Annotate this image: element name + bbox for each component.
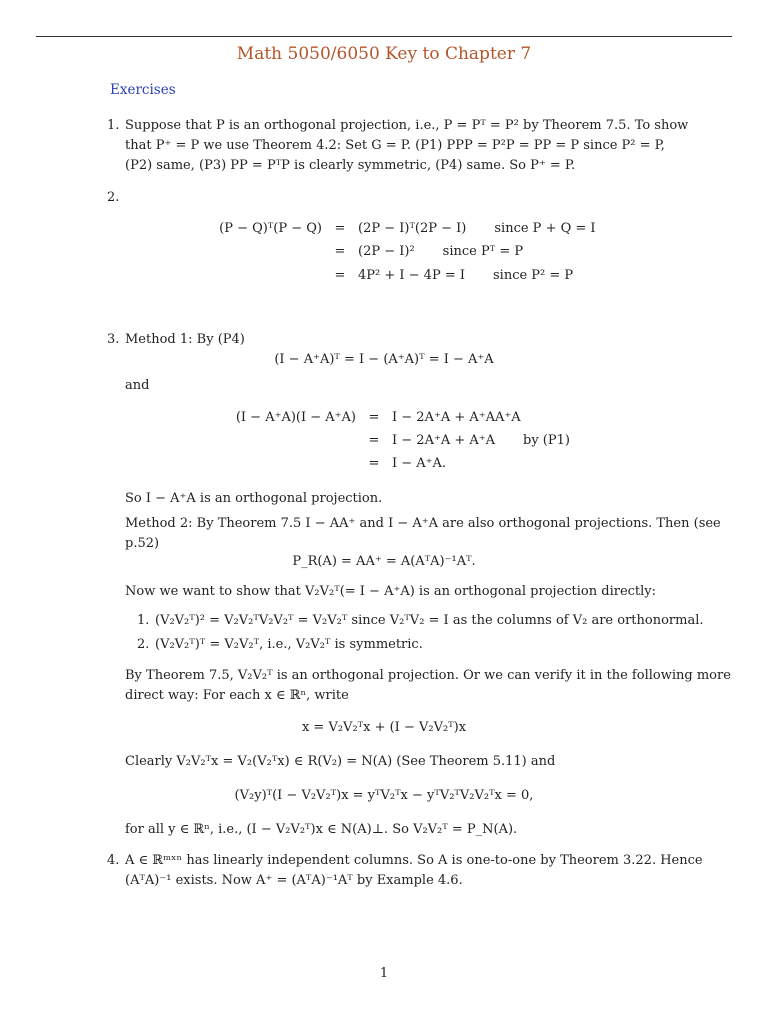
page-title: Math 5050/6050 Key to Chapter 7	[236, 44, 532, 64]
item-3-eq-1: (I − A⁺A)ᵀ = I − (A⁺A)ᵀ = I − A⁺A	[274, 352, 494, 367]
for-all-statement: for all y ∈ ℝⁿ, i.e., (I − V₂V₂ᵀ)x ∈ N(A)⊥. So V₂V₂ᵀ = P_N(A).	[125, 822, 518, 837]
item-1-number: 1.	[107, 118, 120, 133]
item-1-line-2: that P⁺ = P we use Theorem 4.2: Set G = P. (P1) PPP = P²P = PP = P since P² = P,	[125, 138, 665, 153]
rhs: (2P − I)ᵀ(2P − I)	[358, 221, 467, 236]
lhs: (P − Q)ᵀ(P − Q)	[219, 221, 322, 236]
equals: =	[334, 221, 346, 236]
item-4-line-1: A ∈ ℝᵐˣⁿ has linearly independent columns. So A is one-to-one by Theorem 3.22. Hence	[125, 853, 703, 868]
by-theorem-line-2: direct way: For each x ∈ ℝⁿ, write	[125, 688, 349, 703]
rhs: I − 2A⁺A + A⁺AA⁺A	[392, 410, 521, 425]
item-2-eq-line-2	[172, 244, 523, 259]
and-text: and	[125, 378, 150, 393]
item-2-number: 2.	[107, 190, 120, 205]
note: since Pᵀ = P	[442, 244, 524, 259]
sub-item-2: (V₂V₂ᵀ)ᵀ = V₂V₂ᵀ, i.e., V₂V₂ᵀ is symmetric.	[155, 637, 423, 652]
rhs: I − A⁺A.	[392, 456, 447, 471]
equals: =	[368, 410, 380, 425]
method-1-label: Method 1: By (P4)	[125, 332, 245, 347]
note: since P² = P	[493, 268, 574, 283]
method-2-line-2: p.52)	[125, 536, 160, 551]
note: since P + Q = I	[494, 221, 596, 236]
method-2-line-1: Method 2: By Theorem 7.5 I − AA⁺ and I − A⁺A are also orthogonal projections. Then (see	[125, 516, 721, 531]
equals: =	[368, 456, 380, 471]
page-number: 1	[379, 966, 389, 981]
so-statement: So I − A⁺A is an orthogonal projection.	[125, 491, 383, 506]
item-3-eq-2: P_R(A) = AA⁺ = A(AᵀA)⁻¹Aᵀ.	[292, 554, 476, 569]
rhs: 4P² + I − 4P = I	[358, 268, 465, 283]
item-4-number: 4.	[107, 853, 120, 868]
sub-item-1-number: 1.	[137, 613, 150, 628]
item-3-eq-4: (V₂y)ᵀ(I − V₂V₂ᵀ)x = yᵀV₂ᵀx − yᵀV₂ᵀV₂V₂ᵀx = 0,	[234, 788, 534, 803]
lhs: (I − A⁺A)(I − A⁺A)	[235, 410, 356, 425]
sub-item-1: (V₂V₂ᵀ)² = V₂V₂ᵀV₂V₂ᵀ = V₂V₂ᵀ since V₂ᵀV₂ = I as the columns of V₂ are orthonormal.	[155, 613, 704, 628]
note: by (P1)	[523, 433, 570, 448]
item-3-eq-3: x = V₂V₂ᵀx + (I − V₂V₂ᵀ)x	[301, 720, 467, 735]
item-1-line-1: Suppose that P is an orthogonal projection, i.e., P = Pᵀ = P² by Theorem 7.5. To show	[125, 118, 689, 133]
item-1-line-3: (P2) same, (P3) PP = PᵀP is clearly symmetric, (P4) same. So P⁺ = P.	[125, 158, 576, 173]
item-2-eq-line-1	[172, 221, 596, 236]
by-theorem-line-1: By Theorem 7.5, V₂V₂ᵀ is an orthogonal projection. Or we can verify it in the following more	[125, 668, 731, 683]
clearly-statement: Clearly V₂V₂ᵀx = V₂(V₂ᵀx) ∈ R(V₂) = N(A) (See Theorem 5.11) and	[125, 754, 556, 769]
rhs: (2P − I)²	[358, 244, 415, 259]
item-3-eq-line-2	[190, 433, 570, 448]
item-3-number: 3.	[107, 332, 120, 347]
rhs: I − 2A⁺A + A⁺A	[392, 433, 495, 448]
sub-item-2-number: 2.	[137, 637, 150, 652]
section-heading: Exercises	[110, 82, 176, 98]
top-rule	[36, 36, 732, 37]
item-3-eq-line-1	[190, 410, 549, 425]
item-3-eq-line-3	[190, 456, 474, 471]
equals: =	[368, 433, 380, 448]
item-2-eq-line-3	[172, 268, 573, 283]
equals: =	[334, 268, 346, 283]
equals: =	[334, 244, 346, 259]
now-statement: Now we want to show that V₂V₂ᵀ(= I − A⁺A) is an orthogonal projection directly:	[125, 584, 657, 599]
item-4-line-2: (AᵀA)⁻¹ exists. Now A⁺ = (AᵀA)⁻¹Aᵀ by Example 4.6.	[125, 873, 463, 888]
